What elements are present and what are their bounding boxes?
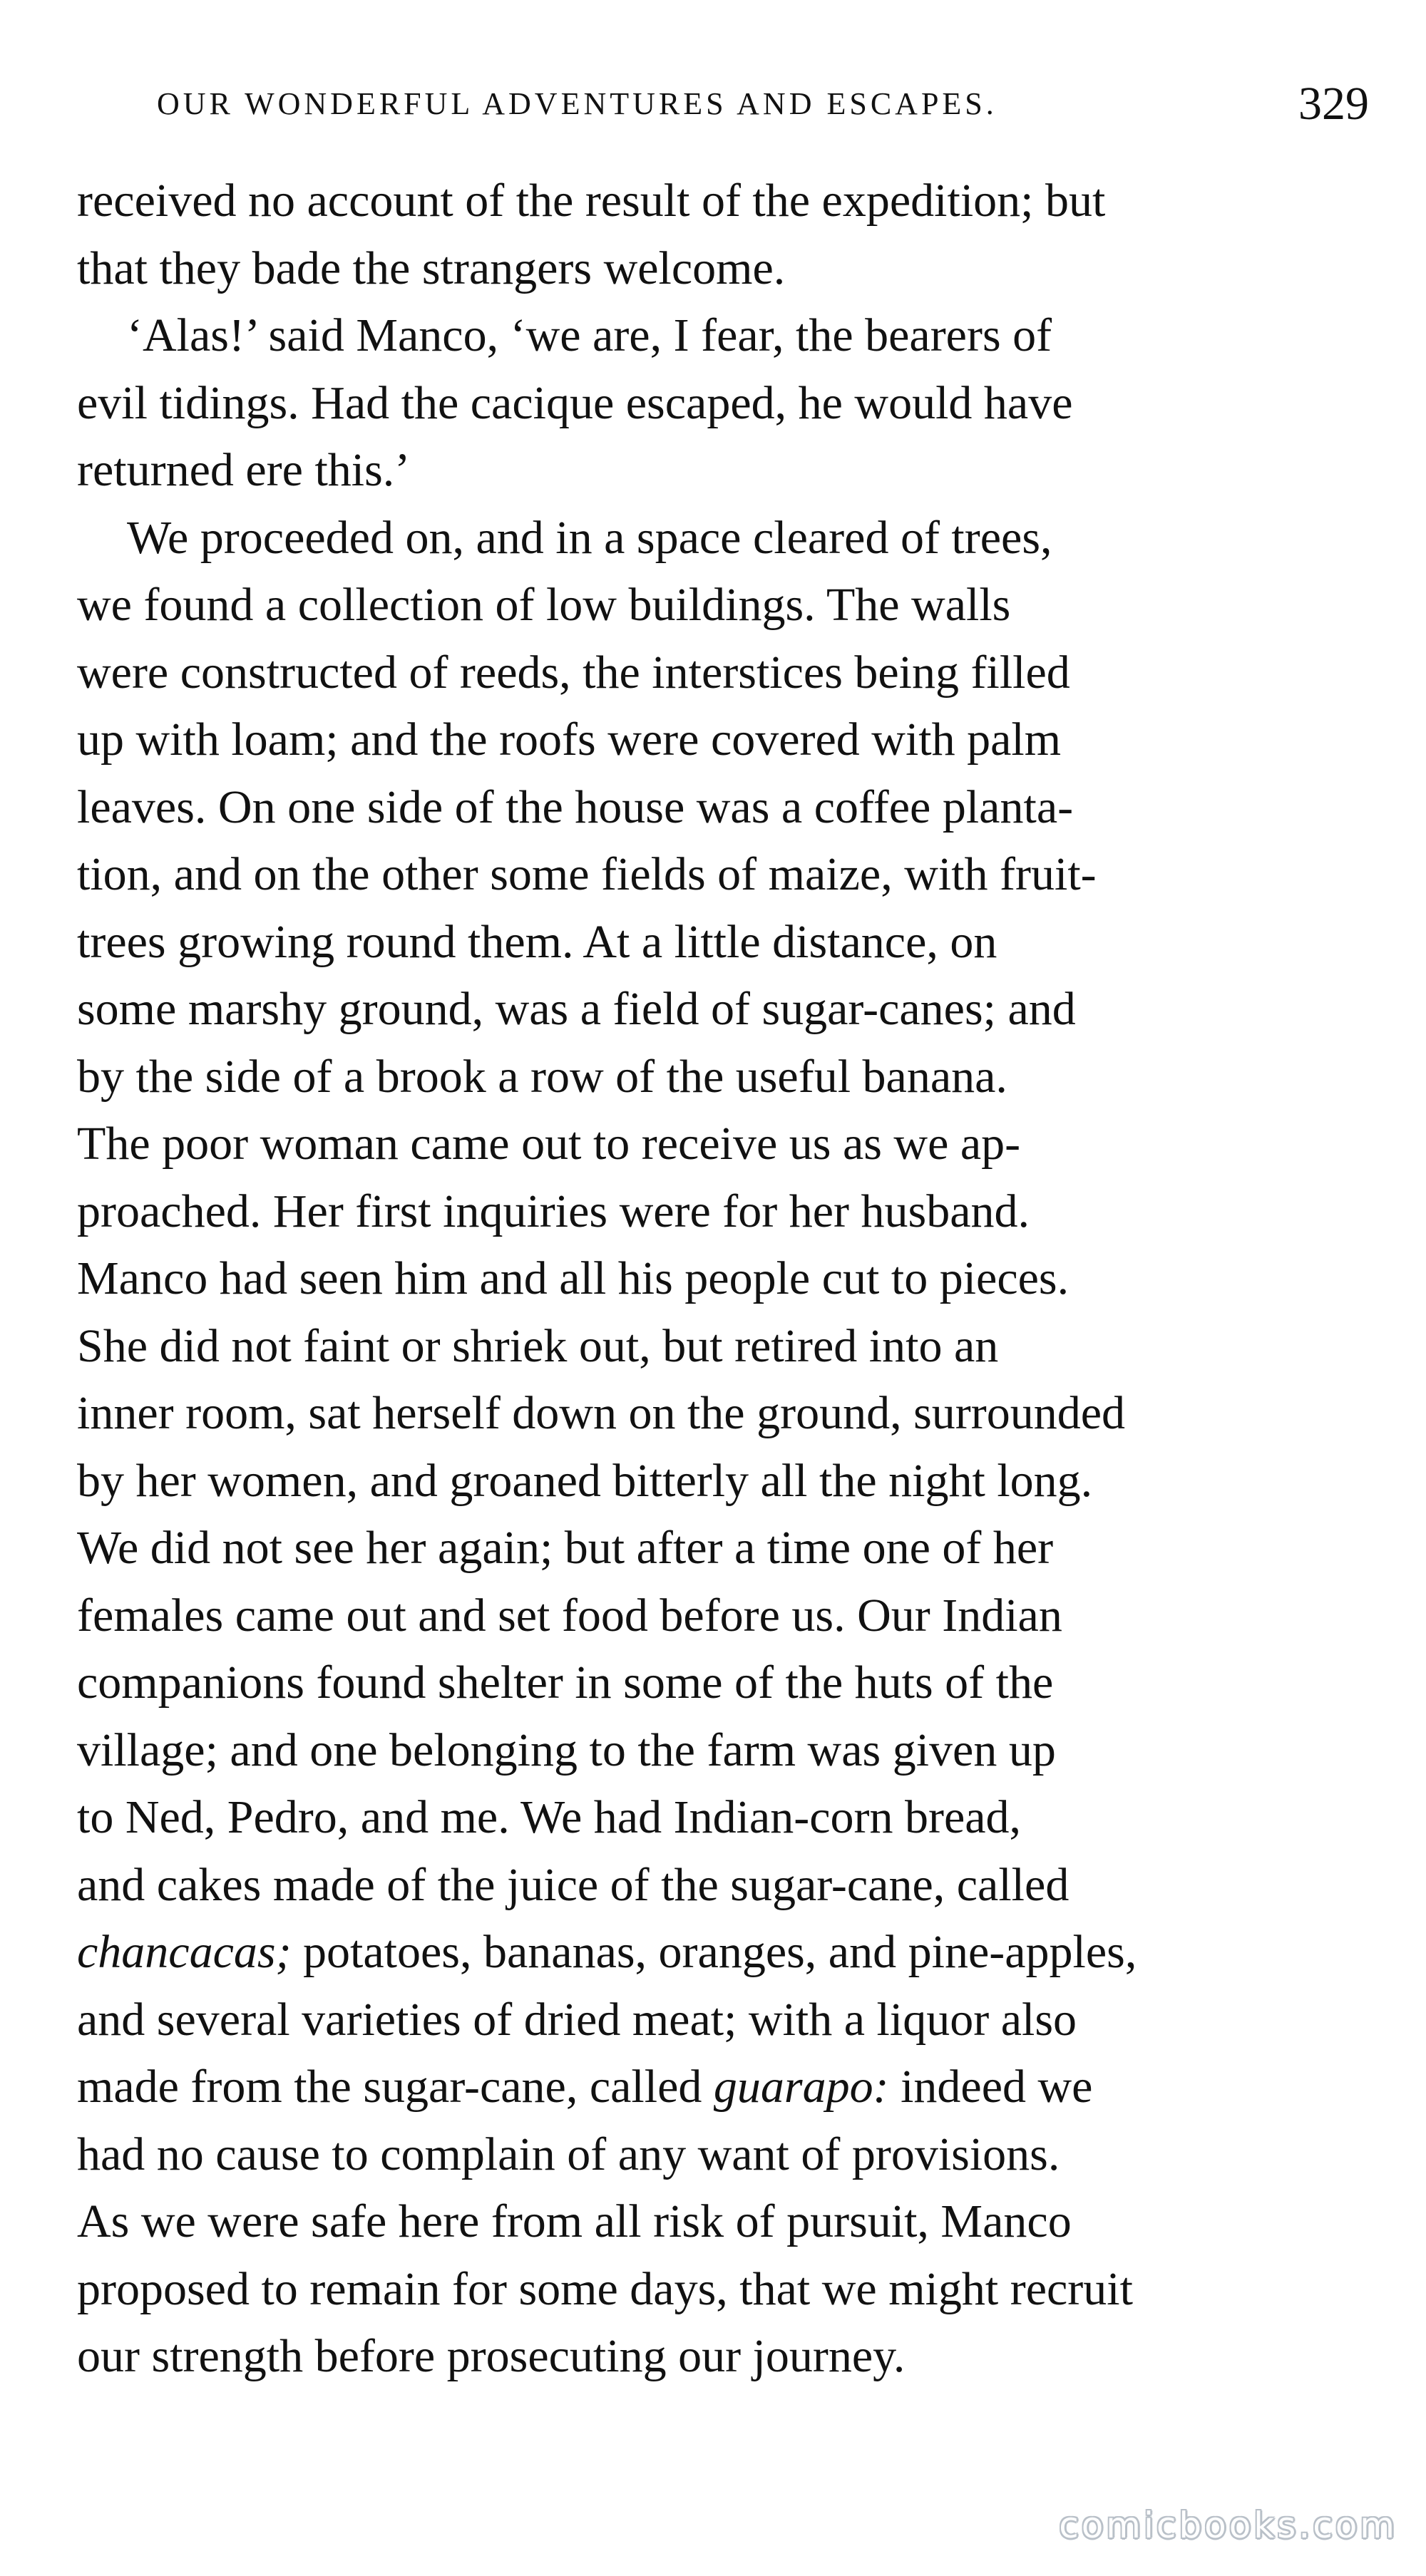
page-number: 329 [1298, 78, 1369, 130]
text-line: were constructed of reeds, the interstices being filled [77, 646, 1070, 699]
text-line: tion, and on the other some fields of maize, with fruit- [77, 848, 1097, 900]
text-line: Manco had seen him and all his people cut to pieces. [77, 1252, 1070, 1304]
text-line: had no cause to complain of any want of provisions. [77, 2128, 1060, 2180]
text-line: We did not see her again; but after a time one of her [77, 1522, 1054, 1574]
text-line: evil tidings. Had the cacique escaped, he would have [77, 376, 1073, 429]
running-head [157, 77, 1369, 141]
text-line: We proceeded on, and in a space cleared of trees, [127, 511, 1052, 564]
text-line: village; and one belonging to the farm was given up [77, 1724, 1056, 1776]
text-line: ‘Alas!’ said Manco, ‘we are, I fear, the bearers of [127, 309, 1052, 361]
text-line: our strength before prosecuting our journey. [77, 2330, 906, 2382]
text-line: we found a collection of low buildings. The walls [77, 579, 1011, 631]
text-line: females came out and set food before us. Our Indian [77, 1589, 1062, 1642]
text-line: that they bade the strangers welcome. [77, 242, 786, 294]
text-segment: made from the sugar-cane, called [77, 2061, 714, 2113]
text-line-with-italic [77, 1919, 1371, 1987]
text-line: received no account of the result of the expedition; but [77, 175, 1106, 227]
text-line: by her women, and groaned bitterly all the night long. [77, 1454, 1093, 1507]
text-line: up with loam; and the roofs were covered with palm [77, 713, 1062, 766]
text-line: As we were safe here from all risk of pursuit, Manco [77, 2195, 1072, 2247]
italic-word-guarapo: guarapo: [713, 2061, 889, 2113]
text-line: leaves. On one side of the house was a coffee planta- [77, 780, 1074, 833]
text-line: some marshy ground, was a field of sugar-canes; and [77, 983, 1076, 1035]
text-line: She did not faint or shriek out, but retired into an [77, 1319, 999, 1372]
text-line: proposed to remain for some days, that we might recruit [77, 2262, 1133, 2315]
text-line: companions found shelter in some of the huts of the [77, 1657, 1054, 1709]
text-line: and cakes made of the juice of the sugar-cane, called [77, 1858, 1070, 1911]
text-line: by the side of a brook a row of the useful banana. [77, 1050, 1007, 1103]
text-segment: indeed we [888, 2061, 1093, 2113]
text-line: to Ned, Pedro, and me. We had Indian-corn bread, [77, 1791, 1022, 1843]
text-line: returned ere this.’ [77, 444, 411, 496]
watermark: comicbooks.com [1059, 2505, 1397, 2546]
text-line: trees growing round them. At a little distance, on [77, 915, 997, 968]
body-text [77, 168, 1371, 2391]
text-line: The poor woman came out to receive us as we ap- [77, 1118, 1021, 1170]
running-title: OUR WONDERFUL ADVENTURES AND ESCAPES. [157, 86, 997, 121]
text-line: inner room, sat herself down on the ground, surrounded [77, 1387, 1126, 1439]
text-line: proached. Her first inquiries were for her husband. [77, 1185, 1030, 1237]
text-line-with-italic [77, 2054, 1371, 2121]
text-line: and several varieties of dried meat; with a liquor also [77, 1993, 1077, 2046]
text-segment: potatoes, bananas, oranges, and pine-apples, [291, 1926, 1137, 1978]
italic-word-chancacas: chancacas; [77, 1926, 292, 1978]
